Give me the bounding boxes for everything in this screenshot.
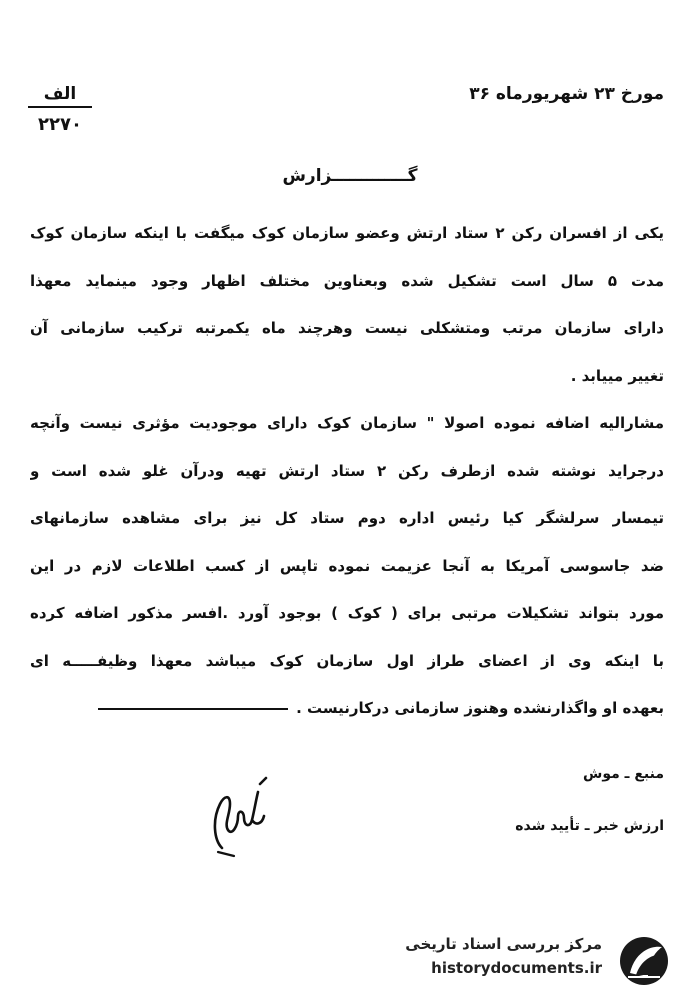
report-body: [30, 222, 664, 745]
archive-logo-icon: [614, 933, 674, 989]
watermark-text: [405, 935, 602, 977]
body-line: یکی از افسران رکن ۲ ستاد ارتش وعضو سازمان کوک میگفت با اینکه سازمان کوک: [30, 224, 664, 242]
body-line: ضد جاسوسی آمریکا به آنجا عزیمت نموده تاپس از کسب اطلاعات لازم در این: [30, 556, 664, 575]
watermark: [390, 929, 680, 993]
document-date: مورخ ۲۳ شهریورماه ۳۶: [469, 84, 664, 104]
confirmation-line: ارزش خبر ـ تأیید شده: [515, 818, 664, 834]
body-line: مدت ۵ سال است تشکیل شده وبعناوین مختلف اظهار وجود مینماید معهذا: [30, 271, 664, 290]
reference-block: [28, 84, 92, 135]
body-line: تغییر مییابد .: [570, 366, 664, 385]
body-line: تیمسار سرلشگر کیا رئیس اداره دوم ستاد کل نیز برای مشاهده سازمانهای: [30, 509, 664, 527]
reference-number: ۲۲۷۰: [38, 114, 82, 135]
reference-label: الف: [28, 84, 92, 108]
watermark-title: مرکز بررسی اسناد تاریخی: [405, 935, 602, 953]
body-line-final: [30, 697, 664, 719]
watermark-url: historydocuments.ir: [431, 959, 602, 977]
body-line: دارای سازمان مرتب ومتشکلی نیست وهرچند ماه یکمرتبه ترکیب سازمانی آن: [30, 319, 664, 337]
body-line-final-text: بعهده او واگذارنشده وهنوز سازمانی درکارنیست .: [296, 699, 664, 717]
source-line: منبع ـ موش: [583, 766, 664, 782]
closing-rule: [98, 708, 288, 710]
body-line: با اینکه وی از اعضای طراز اول سازمان کوک میباشد معهذا وظیفـــــه ای: [30, 651, 664, 670]
body-line: مشارالیه اضافه نموده اصولا " سازمان کوک دارای موجودیت مؤثری نیست وآنچه: [30, 414, 664, 432]
document-title: گـــــــــــــزارش: [282, 166, 418, 186]
body-line: درجراید نوشته شده ازطرف رکن ۲ ستاد ارتش تهیه ودرآن غلو شده است و: [30, 461, 664, 480]
signature-image: [200, 770, 280, 860]
body-line: مورد بتواند تشکیلات مرتبی برای ( کوک ) بوجود آورد .افسر مذکور اضافه کرده: [30, 604, 664, 622]
